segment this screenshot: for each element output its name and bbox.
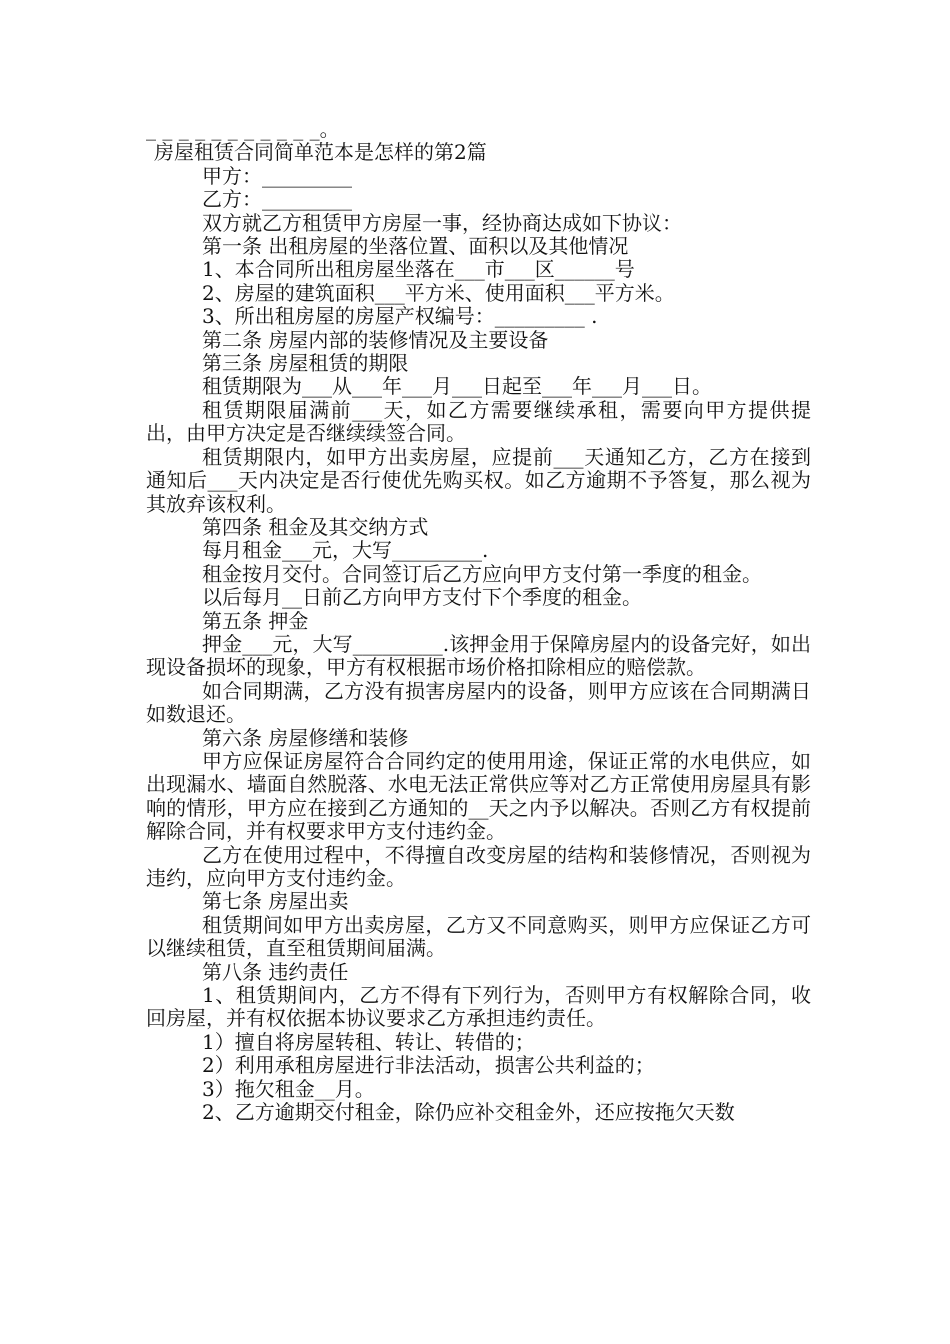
article-5-heading: 第五条 押金 bbox=[202, 608, 309, 633]
monthly-rent: 每月租金___元，大写_________. bbox=[202, 538, 489, 563]
article-3-heading: 第三条 房屋租赁的期限 bbox=[202, 351, 409, 376]
breach-item-3: 3）拖欠租金__月。 bbox=[202, 1076, 375, 1101]
lease-term: 租赁期限为___从___年___月___日起至___年___月___日。 bbox=[202, 374, 712, 399]
clause-1-2: 2、房屋的建筑面积___平方米、使用面积___平方米。 bbox=[202, 280, 675, 305]
agreement-intro: 双方就乙方租赁甲方房屋一事，经协商达成如下协议： bbox=[202, 210, 682, 235]
renovation-clause: 乙方在使用过程中，不得擅自改变房屋的结构和装修情况，否则视为违约，应向甲方支付违约金。 bbox=[146, 842, 811, 890]
lease-renewal: 租赁期限届满前___天，如乙方需要继续承租，需要向甲方提供提出，由甲方决定是否继续续签合同。 bbox=[146, 397, 811, 446]
top-fragment: _ _ _ _ _ _ _ _ _ _ _。 bbox=[146, 117, 340, 141]
article-8-heading: 第八条 违约责任 bbox=[202, 959, 349, 984]
rent-schedule: 以后每月__日前乙方向甲方支付下个季度的租金。 bbox=[202, 585, 642, 610]
article-6-heading: 第六条 房屋修缮和装修 bbox=[202, 725, 409, 750]
lease-sale-priority: 租赁期限内，如甲方出卖房屋，应提前___天通知乙方，乙方在接到通知后___天内决定是否行使优先购买权。如乙方逾期不予答复，那么视为其放弃该权利。 bbox=[146, 444, 811, 516]
clause-1-1: 1、本合同所出租房屋坐落在___市___区______号 bbox=[202, 257, 635, 282]
deposit-refund: 如合同期满，乙方没有损害房屋内的设备，则甲方应该在合同期满日如数退还。 bbox=[146, 678, 811, 727]
breach-item-2: 2）利用承租房屋进行非法活动，损害公共利益的； bbox=[202, 1053, 655, 1078]
rent-payment: 租金按月交付。合同签订后乙方应向甲方支付第一季度的租金。 bbox=[202, 561, 762, 586]
article-1-heading: 第一条 出租房屋的坐落位置、面积以及其他情况 bbox=[202, 234, 629, 259]
deposit-clause: 押金___元，大写_________.该押金用于保障房屋内的设备完好，如出现设备损坏的现象，甲方有权根据市场价格扣除相应的赔偿款。 bbox=[146, 631, 811, 680]
article-2-heading: 第二条 房屋内部的装修情况及主要设备 bbox=[202, 327, 549, 352]
clause-1-3: 3、所出租房屋的房屋产权编号：_________ . bbox=[202, 304, 598, 329]
party-a-line: 甲方：_________ bbox=[202, 163, 352, 188]
article-4-heading: 第四条 租金及其交纳方式 bbox=[202, 514, 429, 539]
breach-item-1: 1）擅自将房屋转租、转让、转借的； bbox=[202, 1029, 535, 1054]
breach-clause-1: 1、租赁期间内，乙方不得有下列行为，否则甲方有权解除合同，收回房屋，并有权依据本协议要求乙方承担违约责任。 bbox=[146, 983, 811, 1031]
article-7-heading: 第七条 房屋出卖 bbox=[202, 889, 349, 914]
document-title: 房屋租赁合同简单范本是怎样的第2篇 bbox=[154, 140, 487, 165]
repair-clause: 甲方应保证房屋符合合同约定的使用用途，保证正常的水电供应，如出现漏水、墙面自然脱落、水电无法正常供应等对乙方正常使用房屋具有影响的情形，甲方应在接到乙方通知的__天之内予以解决。否则乙方有权提前解除合同，并有权要求甲方支付违约金。 bbox=[146, 748, 811, 844]
party-b-line: 乙方：_________ bbox=[202, 187, 352, 212]
sale-clause: 租赁期间如甲方出卖房屋，乙方又不同意购买，则甲方应保证乙方可以继续租赁，直至租赁期间届满。 bbox=[146, 912, 811, 961]
breach-clause-2: 2、乙方逾期交付租金，除仍应补交租金外，还应按拖欠天数 bbox=[202, 1100, 735, 1125]
document-body bbox=[146, 118, 811, 1124]
